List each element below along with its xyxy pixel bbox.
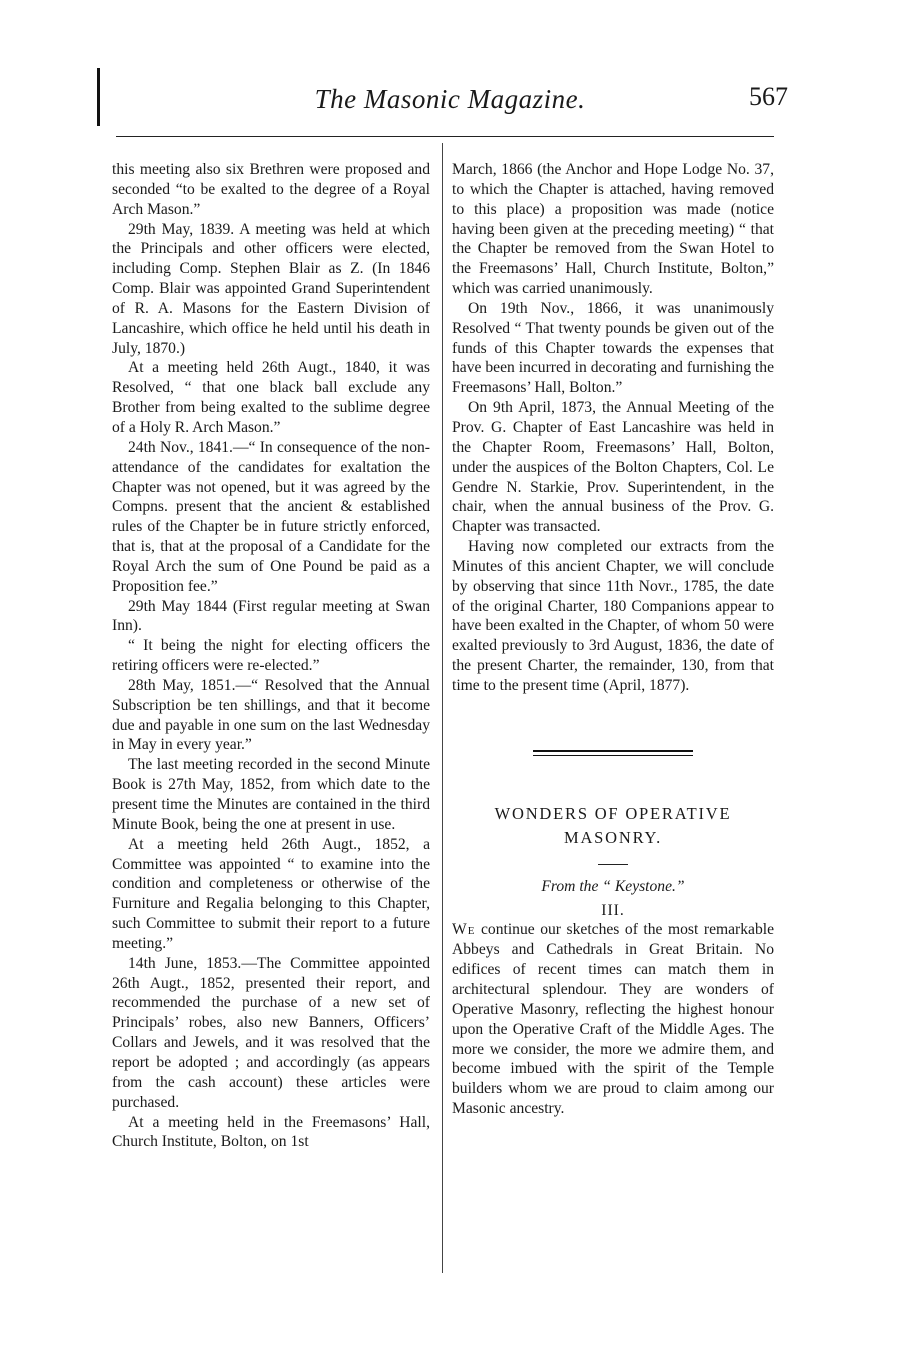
paragraph: At a meeting held 26th Augt., 1840, it was Resolved, “ that one black ball exclude any Brother from being exalted to the sublime degree of a Holy R. Arch Mason.” bbox=[112, 359, 430, 436]
paragraph: this meeting also six Brethren were proposed and seconded “to be exalted to the degree of a Royal Arch Mason.” bbox=[112, 161, 430, 218]
page-header bbox=[120, 80, 788, 120]
paragraph: On 19th Nov., 1866, it was unanimously Resolved “ That twenty pounds be given out of the funds of this Chapter towards the expenses that have been incurred in decorating and furnishing the Freemasons’ Hall, Bolton.” bbox=[452, 299, 774, 397]
page-number: 567 bbox=[749, 82, 788, 111]
column-divider bbox=[442, 143, 443, 1273]
paragraph: 29th May 1844 (First regular meeting at Swan Inn). bbox=[112, 597, 430, 635]
running-title: The Masonic Magazine. bbox=[314, 84, 586, 114]
article-body-text: continue our sketches of the most remarkable Abbeys and Cathedrals in Great Britain. No edifices of recent times can match them in architectural splendour. They are wonders of Operative Masonry, reflecting the highest honour upon the Operative Craft of the Middle Ages. The more we consider, the more we admire them, and become imbued with the spirit of the Temple builders whom we are proud to claim among our Masonic ancestry. bbox=[452, 921, 774, 1118]
paragraph: On 9th April, 1873, the Annual Meeting of the Prov. G. Chapter of East Lancashire was held in the Chapter Room, Freemasons’ Hall, Bolton, under the auspices of the Bolton Chapters, Col. Le Gendre N. Starkie, Prov. Superintendent, in the chair, when the annual business of the Prov. G. Chapter was transacted. bbox=[452, 399, 774, 536]
article-title-line: WONDERS OF OPERATIVE bbox=[494, 803, 732, 823]
paragraph: At a meeting held 26th Augt., 1852, a Committee was appointed “ to examine into the condition and completeness or otherwise of the Furniture and Regalia belonging to this Chapter, such Committee to submit their report to a future meeting.” bbox=[112, 835, 430, 952]
paragraph: Having now completed our extracts from the Minutes of this ancient Chapter, we will conclude by observing that since 11th Novr., 1785, the date of the original Charter, 180 Companions appear to have been exalted in the Chapter, of whom 50 were exalted previously to 3rd August, 1836, the date of the present Charter, the remainder, 130, from that time to the present time (April, 1877). bbox=[452, 538, 774, 694]
paragraph: 29th May, 1839. A meeting was held at which the Principals and other officers were elected, including Comp. Stephen Blair as Z. (In 1846 Comp. Blair was appointed Grand Superintendent of R. A. Masons for the Eastern Division of Lancashire, which office he held until his death in July, 1870.) bbox=[112, 220, 430, 357]
section-separator bbox=[533, 750, 693, 756]
right-column bbox=[452, 160, 774, 1119]
title-rule bbox=[598, 864, 628, 865]
article-title-line: MASONRY. bbox=[563, 827, 662, 847]
paragraph: 28th May, 1851.—“ Resolved that the Annual Subscription be ten shillings, and that it become due and payable in one sum on the last Wednesday in May in every year.” bbox=[112, 676, 430, 754]
paragraph: 14th June, 1853.—The Committee appointed 26th Augt., 1852, presented their report, and recommended the purchase of a new set of Principals’ robes, also new Banners, Officers’ Collars and Jewels, and it was resolved that the report be adopted ; and accordingly (as appears from the cash account) these articles were purchased. bbox=[112, 954, 430, 1111]
article-part-number: III. bbox=[601, 901, 625, 919]
margin-rule bbox=[97, 68, 100, 126]
article-title bbox=[452, 802, 774, 850]
header-rule bbox=[116, 136, 774, 137]
paragraph: The last meeting recorded in the second Minute Book is 27th May, 1852, from which date to the present time the Minutes are contained in the third Minute Book, being the one at present in use. bbox=[112, 756, 430, 833]
paragraph: March, 1866 (the Anchor and Hope Lodge No. 37, to which the Chapter is attached, having removed to this place) a proposition was made (notice having been given at the preceding meeting) “ that the Chapter be removed from the Swan Hotel to the Freemasons’ Hall, Church Institute, Bolton,” which was carried unanimously. bbox=[452, 161, 774, 298]
paragraph: 24th Nov., 1841.—“ In consequence of the non-attendance of the candidates for exaltation the Chapter was not opened, but it was agreed by the Compns. present that the ancient & established rules of the Chapter be in future strictly enforced, that is, that at the proposal of a Candidate for the Royal Arch the sum of One Pound be paid as a Proposition fee.” bbox=[112, 438, 430, 595]
paragraph: At a meeting held in the Freemasons’ Hall, Church Institute, Bolton, on 1st bbox=[112, 1113, 430, 1151]
left-column bbox=[112, 160, 430, 1152]
article-body bbox=[452, 920, 774, 1118]
paragraph: “ It being the night for electing officers the retiring officers were re-elected.” bbox=[112, 637, 430, 675]
opening-word: We bbox=[452, 921, 476, 939]
article-source: From the “ Keystone.” bbox=[541, 877, 685, 895]
